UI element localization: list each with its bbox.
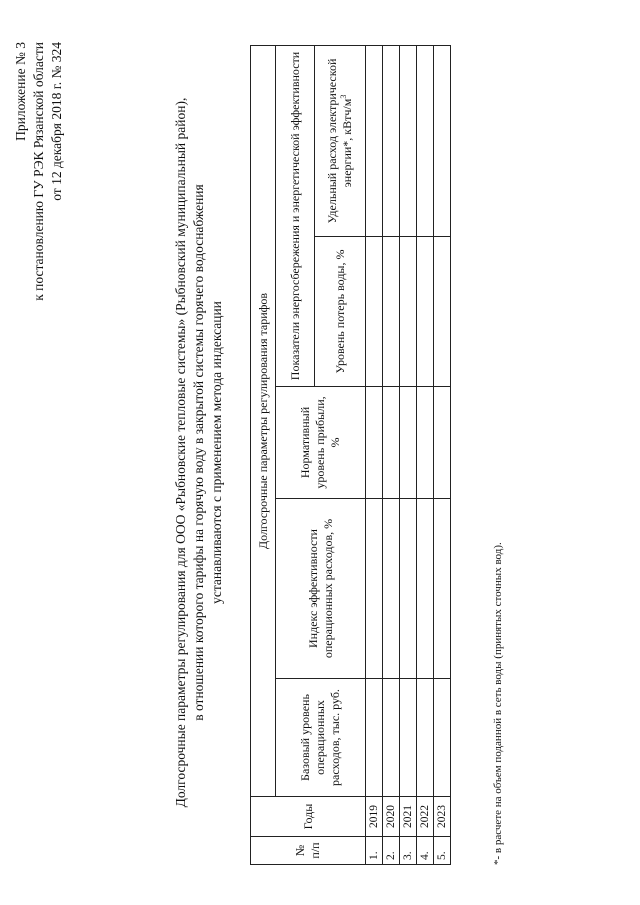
cell-num: 5. [434,837,451,865]
cell-specific [417,46,434,237]
table-row [400,46,417,865]
title-line-3: устанавливаются с применением метода индексации [209,301,224,604]
header-loss: Уровень потерь воды, % [315,237,366,387]
header-group: Долгосрочные параметры регулирования тарифов [251,46,276,797]
header-years: Годы [251,797,366,837]
table-row [383,46,400,865]
cell-specific [434,46,451,237]
footnote: *- в расчете на объем поданной в сеть воды (принятых сточных вод). [492,542,504,865]
table-row [434,46,451,865]
table-row [417,46,434,865]
cell-num: 4. [417,837,434,865]
table-header-row [276,46,315,865]
cell-loss [366,237,383,387]
cell-index [417,499,434,679]
document-title [172,0,226,905]
cell-base [400,679,417,797]
table-header-row [251,46,276,865]
cell-loss [383,237,400,387]
title-line-1: Долгосрочные параметры регулирования для ООО «Рыбновские тепловые системы» (Рыбновский муниципальный район), [173,97,188,808]
cell-year: 2020 [383,797,400,837]
header-specific [315,46,366,237]
header-base: Базовый уровень операционных расходов, тыс. руб. [276,679,366,797]
cell-normative [383,387,400,499]
cell-normative [434,387,451,499]
cell-specific [366,46,383,237]
cell-base [366,679,383,797]
cell-base [383,679,400,797]
parameters-table [250,45,451,865]
header-energy-group: Показатели энергосбережения и энергетической эффективности [276,46,315,387]
cell-num: 1. [366,837,383,865]
cell-base [434,679,451,797]
header-index: Индекс эффективности операционных расходов, % [276,499,366,679]
cell-specific [383,46,400,237]
annex-number: Приложение № 3 [13,42,28,141]
header-specific-sup: 3 [339,94,348,99]
header-num: № п/п [251,837,366,865]
cell-index [383,499,400,679]
cell-index [400,499,417,679]
cell-num: 2. [383,837,400,865]
cell-index [434,499,451,679]
cell-year: 2022 [417,797,434,837]
cell-normative [417,387,434,499]
cell-year: 2019 [366,797,383,837]
annex-resolution: к постановлению ГУ РЭК Рязанской области [31,42,46,301]
table-row [366,46,383,865]
cell-num: 3. [400,837,417,865]
cell-specific [400,46,417,237]
cell-loss [434,237,451,387]
cell-normative [366,387,383,499]
annex-date: от 12 декабря 2018 г. № 324 [49,42,64,201]
header-normative: Нормативный уровень прибыли, % [276,387,366,499]
header-specific-text: Удельный расход электрической энергии*, кВтч/м [325,58,354,224]
cell-loss [400,237,417,387]
cell-year: 2021 [400,797,417,837]
cell-base [417,679,434,797]
cell-year: 2023 [434,797,451,837]
annex-reference [12,42,66,301]
cell-normative [400,387,417,499]
title-line-2: в отношении которого тарифы на горячую воду в закрытой системы горячего водоснабжения [191,184,206,721]
cell-index [366,499,383,679]
cell-loss [417,237,434,387]
